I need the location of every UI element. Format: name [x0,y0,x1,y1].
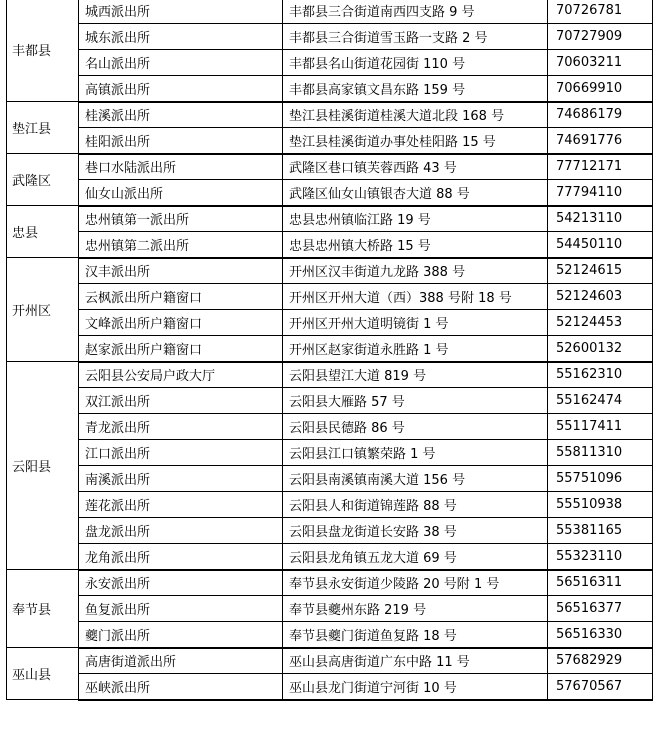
table-row [7,492,653,518]
county-cell: 云阳县 [7,362,79,570]
county-cell: 武隆区 [7,154,79,206]
phone-cell: 55811310 [548,440,653,466]
phone-cell: 56516330 [548,622,653,648]
table-row [7,76,653,102]
phone-cell: 52124615 [548,258,653,284]
phone-cell: 55162310 [548,362,653,388]
table-row [7,154,653,180]
address-cell: 巫山县龙门街道宁河街 10 号 [283,674,548,700]
address-cell: 云阳县盘龙街道长安路 38 号 [283,518,548,544]
table-body [7,0,653,700]
address-cell: 忠县忠州镇临江路 19 号 [283,206,548,232]
station-name-cell: 城西派出所 [79,0,283,24]
table-row [7,544,653,570]
county-cell: 丰都县 [7,0,79,102]
phone-cell: 52124603 [548,284,653,310]
station-name-cell: 龙角派出所 [79,544,283,570]
station-name-cell: 桂阳派出所 [79,128,283,154]
table-row [7,102,653,128]
station-name-cell: 双江派出所 [79,388,283,414]
phone-cell: 52600132 [548,336,653,362]
phone-cell: 55323110 [548,544,653,570]
phone-cell: 55751096 [548,466,653,492]
station-name-cell: 仙女山派出所 [79,180,283,206]
address-cell: 奉节县夔州东路 219 号 [283,596,548,622]
station-name-cell: 青龙派出所 [79,414,283,440]
station-name-cell: 巫峡派出所 [79,674,283,700]
phone-cell: 56516311 [548,570,653,596]
phone-cell: 77712171 [548,154,653,180]
address-cell: 武隆区仙女山镇银杏大道 88 号 [283,180,548,206]
phone-cell: 55162474 [548,388,653,414]
table-row [7,440,653,466]
station-name-cell: 鱼复派出所 [79,596,283,622]
station-name-cell: 赵家派出所户籍窗口 [79,336,283,362]
table-row [7,570,653,596]
table-row [7,622,653,648]
address-cell: 云阳县龙角镇五龙大道 69 号 [283,544,548,570]
phone-cell: 56516377 [548,596,653,622]
address-cell: 云阳县南溪镇南溪大道 156 号 [283,466,548,492]
county-cell: 忠县 [7,206,79,258]
station-name-cell: 高唐街道派出所 [79,648,283,674]
table-row [7,648,653,674]
table-row [7,518,653,544]
table-row [7,128,653,154]
phone-cell: 74686179 [548,102,653,128]
station-name-cell: 南溪派出所 [79,466,283,492]
table-row [7,232,653,258]
phone-cell: 55117411 [548,414,653,440]
phone-cell: 52124453 [548,310,653,336]
station-name-cell: 夔门派出所 [79,622,283,648]
table-row [7,310,653,336]
address-cell: 丰都县名山街道花园街 110 号 [283,50,548,76]
station-name-cell: 江口派出所 [79,440,283,466]
table-row [7,336,653,362]
phone-cell: 70727909 [548,24,653,50]
table-row [7,180,653,206]
county-cell: 垫江县 [7,102,79,154]
address-cell: 奉节县夔门街道鱼复路 18 号 [283,622,548,648]
table-row [7,388,653,414]
address-cell: 云阳县大雁路 57 号 [283,388,548,414]
table-row [7,50,653,76]
address-cell: 丰都县高家镇文昌东路 159 号 [283,76,548,102]
county-cell: 开州区 [7,258,79,362]
table-row [7,596,653,622]
table-row [7,414,653,440]
station-name-cell: 忠州镇第二派出所 [79,232,283,258]
address-cell: 开州区汉丰街道九龙路 388 号 [283,258,548,284]
table-row [7,206,653,232]
station-name-cell: 城东派出所 [79,24,283,50]
address-cell: 云阳县民德路 86 号 [283,414,548,440]
police-station-table [6,0,653,701]
address-cell: 云阳县望江大道 819 号 [283,362,548,388]
phone-cell: 54213110 [548,206,653,232]
table-row [7,24,653,50]
table-row [7,466,653,492]
phone-cell: 77794110 [548,180,653,206]
address-cell: 垫江县桂溪街道办事处桂阳路 15 号 [283,128,548,154]
address-cell: 丰都县三合街道南西四支路 9 号 [283,0,548,24]
station-name-cell: 桂溪派出所 [79,102,283,128]
address-cell: 开州区开州大道（西）388 号附 18 号 [283,284,548,310]
address-cell: 云阳县人和街道锦莲路 88 号 [283,492,548,518]
station-name-cell: 高镇派出所 [79,76,283,102]
phone-cell: 55381165 [548,518,653,544]
table-row [7,284,653,310]
station-name-cell: 忠州镇第一派出所 [79,206,283,232]
address-cell: 武隆区巷口镇芙蓉西路 43 号 [283,154,548,180]
county-cell: 巫山县 [7,648,79,700]
address-cell: 开州区开州大道明镜街 1 号 [283,310,548,336]
address-cell: 垫江县桂溪街道桂溪大道北段 168 号 [283,102,548,128]
station-name-cell: 云阳县公安局户政大厅 [79,362,283,388]
table-row [7,0,653,24]
phone-cell: 70669910 [548,76,653,102]
phone-cell: 57682929 [548,648,653,674]
table-row [7,674,653,700]
address-cell: 忠县忠州镇大桥路 15 号 [283,232,548,258]
table-row [7,362,653,388]
station-name-cell: 名山派出所 [79,50,283,76]
address-cell: 奉节县永安街道少陵路 20 号附 1 号 [283,570,548,596]
station-name-cell: 云枫派出所户籍窗口 [79,284,283,310]
county-cell: 奉节县 [7,570,79,648]
station-name-cell: 巷口水陆派出所 [79,154,283,180]
phone-cell: 70603211 [548,50,653,76]
station-name-cell: 文峰派出所户籍窗口 [79,310,283,336]
station-name-cell: 永安派出所 [79,570,283,596]
phone-cell: 54450110 [548,232,653,258]
address-cell: 巫山县高唐街道广东中路 11 号 [283,648,548,674]
station-name-cell: 汉丰派出所 [79,258,283,284]
address-cell: 丰都县三合街道雪玉路一支路 2 号 [283,24,548,50]
address-cell: 云阳县江口镇繁荣路 1 号 [283,440,548,466]
phone-cell: 74691776 [548,128,653,154]
table-row [7,258,653,284]
phone-cell: 57670567 [548,674,653,700]
phone-cell: 55510938 [548,492,653,518]
station-name-cell: 盘龙派出所 [79,518,283,544]
address-cell: 开州区赵家街道永胜路 1 号 [283,336,548,362]
phone-cell: 70726781 [548,0,653,24]
station-name-cell: 莲花派出所 [79,492,283,518]
